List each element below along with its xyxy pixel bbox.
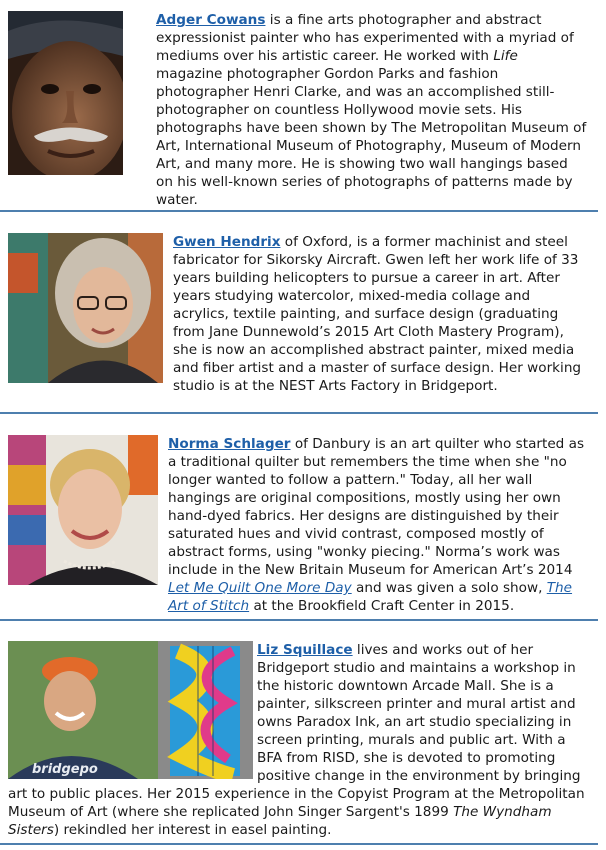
exhibition-link[interactable]: The Art of Stitch <box>168 580 573 614</box>
portrait-gwen-hendrix <box>8 233 163 383</box>
portrait-norma-schlager <box>8 435 158 585</box>
artist-name-link[interactable]: Gwen Hendrix <box>173 234 281 250</box>
artist-entry-norma-schlager <box>0 414 606 619</box>
artist-entry-liz-squillace <box>0 621 606 843</box>
artist-entry-adger-cowans <box>0 0 606 210</box>
photo-spacer <box>8 641 257 781</box>
section-divider <box>0 843 598 845</box>
artist-name-link[interactable]: Norma Schlager <box>168 436 291 452</box>
bio-norma-schlager: Norma Schlager of Danbury is an art quilter who started as a traditional quilter but remembers the time when she "no longer wanted to follow a pattern." Today, all her wall hangings are original compositions, mostly using her own hand-dyed fabrics. Her designs are distinguished by their saturated hues and vivid contrast, composed mostly of abstract forms, using "wonky piecing." Norma’s work was include in the New Britain Museum for American Art’s 2014 Let Me Quilt One More Day and was given a solo show, The Art of Stitch at the Brookfield Craft Center in 2015. <box>168 436 585 614</box>
artist-name-link[interactable]: Adger Cowans <box>156 12 266 28</box>
artist-name-link[interactable]: Liz Squillace <box>257 642 353 658</box>
shirt-print: bridgepo <box>32 762 98 777</box>
portrait-adger-cowans <box>8 11 123 175</box>
bio-liz-squillace: Liz Squillace lives and works out of her Bridgeport studio and maintains a workshop in the historic downtown Arcade Mall. She is a painter, silkscreen printer and mural artist and owns Paradox Ink, an art studio specializing in screen printing, murals and public art. With a BFA from RISD, she is devoted to promoting positive change in the environment by bringing art to public places. Her 2015 experience in the Copyist Program at the Metropolitan Museum of Art (where she replicated John Singer Sargent's 1899 The Wyndham Sisters) rekindled her interest in easel painting. <box>8 642 585 838</box>
bio-gwen-hendrix: Gwen Hendrix of Oxford, is a former machinist and steel fabricator for Sikorsky Aircraft. Gwen left her work life of 33 years building helicopters to pursue a career in art. After years studying watercolor, mixed-media collage and acrylics, textile painting, and surface design (graduating from Jane Dunnewold’s 2015 Art Cloth Mastery Program), she is now an accomplished abstract painter, mixed media and fiber artist and a master of surface design. Her working studio is at the NEST Arts Factory in Bridgeport. <box>173 234 582 394</box>
bio-adger-cowans: Adger Cowans is a fine arts photographer and abstract expressionist painter who has experimented with a myriad of mediums over his artistic career. He worked with Life magazine photographer Gordon Parks and fashion photographer Henri Clarke, and was an accomplished still-photographer on countless Hollywood movie sets. His photographs have been shown by The Metropolitan Museum of Art, International Museum of Photography, Museum of Modern Art, and many more. He is showing two wall hangings based on his well-known series of photographs of patterns made by water. <box>156 12 587 208</box>
exhibition-link[interactable]: Let Me Quilt One More Day <box>168 580 352 596</box>
artist-entry-gwen-hendrix <box>0 212 606 412</box>
